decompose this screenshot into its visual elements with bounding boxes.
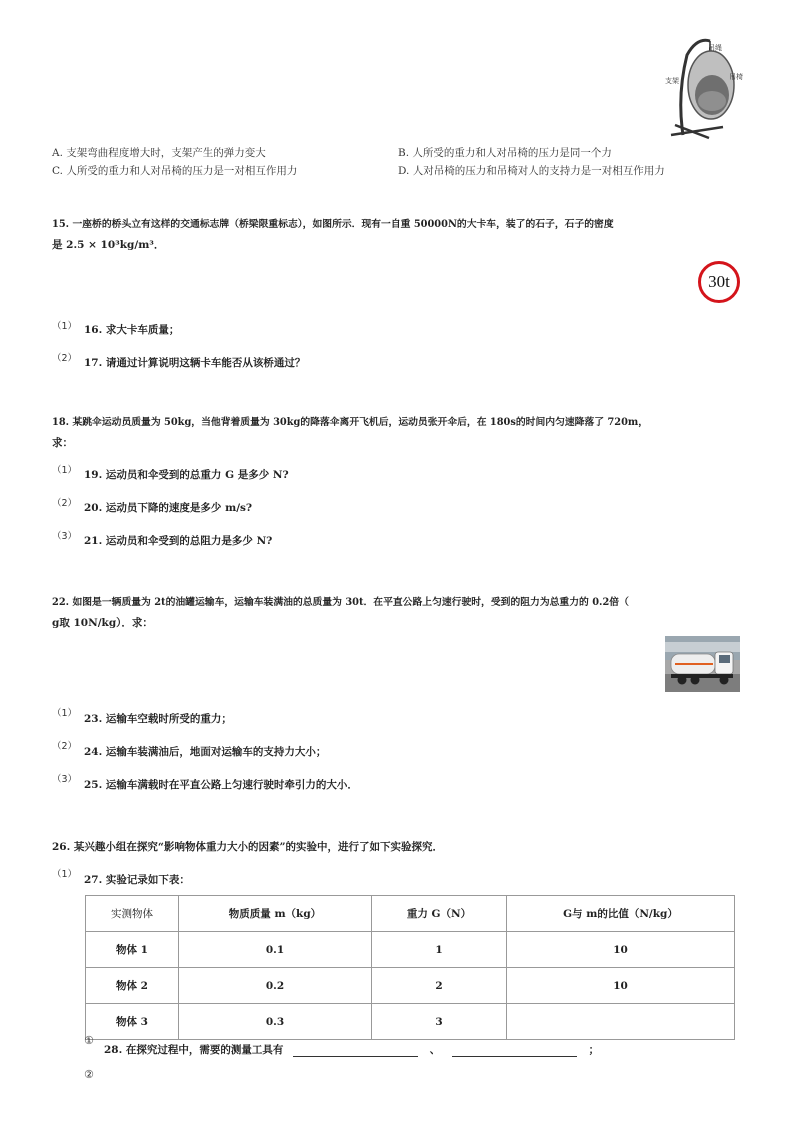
answer-blank-1[interactable]	[293, 1044, 418, 1057]
question-21: 21. 运动员和伞受到的总阻力是多少 N?	[84, 535, 273, 547]
table-cell: 0.2	[179, 968, 372, 1004]
sub-number-3: （3）	[52, 531, 78, 542]
question-26: 26. 某兴趣小组在探究“影响物体重力大小的因素”的实验中，进行了如下实验探究．	[52, 841, 444, 853]
record-table	[85, 895, 735, 1040]
question-18-line2: 求：	[52, 437, 73, 449]
table-cell: 3	[372, 1004, 507, 1040]
table-cell: 物体 2	[86, 968, 179, 1004]
label-rope: 吊绳	[708, 44, 722, 52]
table-cell: 0.1	[179, 932, 372, 968]
table-header-cell: 实测物体	[86, 896, 179, 932]
table-cell: 物体 3	[86, 1004, 179, 1040]
sub-number-2: （2）	[52, 741, 78, 752]
question-22	[52, 593, 772, 633]
question-22-line1: 22. 如图是一辆质量为 2t的油罐运输车，运输车装满油的总质量为 30t．在平直公路上匀速行驶时，受到的阻力为总重力的 0.2倍（	[52, 597, 629, 608]
table-cell: 物体 1	[86, 932, 179, 968]
sub-number-1: （1）	[52, 465, 78, 476]
sub-number-1: （1）	[52, 708, 78, 719]
table-row	[86, 932, 735, 968]
question-19: 19. 运动员和伞受到的总重力 G 是多少 N?	[84, 469, 289, 481]
tanker-truck-image	[665, 636, 740, 692]
question-25: 25. 运输车满载时在平直公路上匀速行驶时牵引力的大小．	[84, 779, 358, 791]
question-18-line1: 18. 某跳伞运动员质量为 50kg，当他背着质量为 30kg的降落伞离开飞机后，运动员张开伞后，在 180s的时间内匀速降落了 720m，	[52, 417, 649, 428]
question-22-line2: g取 10N/kg）．求：	[52, 617, 153, 629]
option-b: B. 人所受的重力和人对吊椅的压力是同一个力	[398, 147, 612, 159]
question-15	[52, 215, 752, 255]
table-cell: 10	[507, 932, 735, 968]
option-a: A. 支架弯曲程度增大时，支架产生的弹力变大	[52, 147, 266, 159]
weight-limit-sign: 30t	[698, 261, 740, 303]
table-row	[86, 968, 735, 1004]
question-18	[52, 413, 762, 453]
question-15-line1: 15. 一座桥的桥头立有这样的交通标志牌（桥梁限重标志），如图所示．现有一自重 50000N的大卡车，装了的石子，石子的密度	[52, 219, 614, 230]
option-d: D. 人对吊椅的压力和吊椅对人的支持力是一对相互作用力	[398, 165, 665, 177]
sub-number-3: （3）	[52, 774, 78, 785]
circle-number-1: ①	[84, 1034, 94, 1047]
table-header-cell: G与 m的比值（N/kg）	[507, 896, 735, 932]
sub-number-2: （2）	[52, 353, 78, 364]
table-cell: 10	[507, 968, 735, 1004]
end-mark: ；	[588, 1044, 600, 1056]
table-header-cell: 物质质量 m（kg）	[179, 896, 372, 932]
hanging-chair-figure	[665, 35, 755, 140]
table-header-cell: 重力 G（N）	[372, 896, 507, 932]
question-23: 23. 运输车空载时所受的重力；	[84, 713, 232, 725]
table-cell: 1	[372, 932, 507, 968]
table-cell: 2	[372, 968, 507, 1004]
question-15-line2: 是 2.5 × 10³kg/m³．	[52, 239, 165, 251]
table-cell: 0.3	[179, 1004, 372, 1040]
table-header-row	[86, 896, 735, 932]
label-chair: 吊椅	[729, 73, 743, 81]
circle-number-2: ②	[84, 1068, 94, 1081]
sub-number-2: （2）	[52, 498, 78, 509]
sub-number-1: （1）	[52, 321, 78, 332]
question-17: 17. 请通过计算说明这辆卡车能否从该桥通过？	[84, 357, 306, 369]
question-20: 20. 运动员下降的速度是多少 m/s?	[84, 502, 253, 514]
question-27: 27. 实验记录如下表：	[84, 874, 190, 886]
table-cell[interactable]	[507, 1004, 735, 1040]
sub-number-1: （1）	[52, 869, 78, 880]
question-24: 24. 运输车装满油后，地面对运输车的支持力大小；	[84, 746, 327, 758]
option-c: C. 人所受的重力和人对吊椅的压力是一对相互作用力	[52, 165, 298, 177]
label-stand: 支架	[665, 77, 679, 85]
table-row	[86, 1004, 735, 1040]
question-28-text: 28. 在探究过程中，需要的测量工具有	[104, 1044, 284, 1056]
question-16: 16. 求大卡车质量；	[84, 324, 180, 336]
answer-blank-2[interactable]	[452, 1044, 577, 1057]
question-28	[104, 1042, 599, 1057]
separator: 、	[429, 1044, 441, 1056]
